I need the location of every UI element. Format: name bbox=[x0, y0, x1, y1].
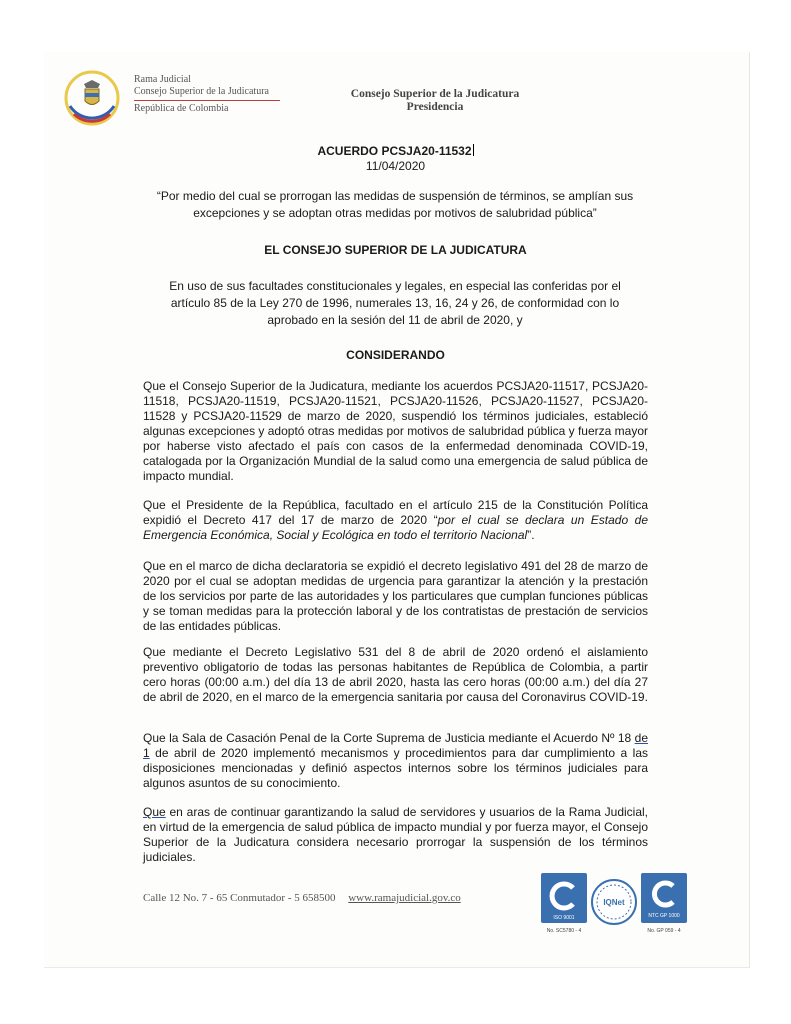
text-cursor bbox=[473, 144, 474, 156]
faculties-paragraph: En uso de sus facultades constitucionales y legales, en especial las conferidas por el artículo 85 de la Ley 270 de 1996, numerales 13, 16, 24 y 26, de conformidad con lo aprobado en la sesión del 11 de abril de 2020, y bbox=[169, 279, 621, 327]
acuerdo-number-line bbox=[0, 144, 791, 159]
footer-address bbox=[143, 892, 461, 904]
council-heading bbox=[305, 88, 565, 114]
iso-9001-certification-icon bbox=[540, 872, 588, 936]
ntc-gp-1000-certification-icon bbox=[640, 872, 688, 936]
paragraph-5-underlined-1: 1 bbox=[143, 746, 150, 760]
paragraph-5-text-b: de abril de 2020 implementó mecanismos y procedimientos para dar cumplimiento a las disposiciones mencionadas y definió aspectos internos sobre los términos judiciales para algunos asuntos de su conocimiento. bbox=[143, 746, 648, 790]
paragraph-5-underlined-de: de bbox=[634, 731, 648, 745]
issuing-body-title: EL CONSEJO SUPERIOR DE LA JUDICATURA bbox=[264, 243, 527, 257]
acuerdo-number: ACUERDO PCSJA20-11532 bbox=[317, 144, 472, 158]
acuerdo-date: 11/04/2020 bbox=[365, 159, 426, 173]
paragraph-6 bbox=[143, 805, 648, 865]
paragraph-6-text: en aras de continuar garantizando la salud de servidores y usuarios de la Rama Judicial, en virtud de la emergencia de salud pública de impacto mundial y por fuerza mayor, el Consejo Superior de la Judicatura considera necesario prorrogar la suspensión de los términos judiciales. bbox=[143, 805, 648, 864]
website-link[interactable]: www.ramajudicial.gov.co bbox=[348, 892, 461, 904]
paragraph-6-underlined-que: Que bbox=[143, 805, 166, 819]
entity-line-3: República de Colombia bbox=[134, 103, 229, 114]
paragraph-2-decree-title: por el cual se declara un Estado de Emergencia Económica, Social y Ecológica en todo el territorio Nacional bbox=[143, 513, 648, 542]
cert-number-iso: No. SC5780 - 4 bbox=[546, 928, 582, 934]
cert-label-ntc: NTC GP 1000 bbox=[648, 913, 680, 919]
paragraph-4: Que mediante el Decreto Legislativo 531 del 8 de abril de 2020 ordenó el aislamiento preventivo obligatorio de todas las personas habitantes de República de Colombia, a partir cero horas (00:00 a.m.) del día 13 de abril 2020, hasta las cero horas (00:00 a.m.) del día 27 de abril de 2020, en el marco de la emergencia sanitaria por causa del Coronavirus COVID-19. bbox=[143, 645, 648, 704]
letterhead bbox=[62, 68, 722, 128]
iqnet-certification-icon bbox=[590, 872, 638, 936]
paragraph-5-text-a: Que la Sala de Casación Penal de la Corte Suprema de Justicia mediante el Acuerdo Nº 18 bbox=[143, 731, 635, 745]
paragraph-5 bbox=[143, 731, 648, 791]
divider bbox=[134, 100, 280, 101]
entity-line-2: Consejo Superior de la Judicatura bbox=[134, 86, 269, 97]
cert-label-iqnet: IQNet bbox=[603, 898, 625, 907]
paragraph-3: Que en el marco de dicha declaratoria se expidió el decreto legislativo 491 del 28 de marzo de 2020 por el cual se adoptan medidas de urgencia para garantizar la atención y la prestación de los servicios por parte de las autoridades y los particulares que cumplan funciones públicas y se toman medidas para la protección laboral y de los contratistas de prestación de servicios de las entidades públicas. bbox=[143, 559, 648, 633]
office-name: Presidencia bbox=[406, 101, 464, 113]
acuerdo-purpose: “Por medio del cual se prorrogan las medidas de suspensión de términos, se amplían sus excepciones y se adoptan otras medidas por motivos de salubridad pública” bbox=[156, 189, 634, 220]
judicial-branch-text bbox=[134, 74, 280, 115]
paragraph-2-text-a: Que el Presidente de la República, facultado en el artículo 215 de la Constitución Política expidió el Decreto 417 del 17 de marzo de 2020 “ bbox=[143, 498, 648, 527]
colombia-coat-of-arms-icon bbox=[62, 68, 122, 128]
paragraph-2-text-b: ”. bbox=[527, 528, 535, 542]
cert-number-ntc: No. GP 059 - 4 bbox=[647, 928, 681, 934]
cert-label-iso: ISO 9001 bbox=[553, 915, 575, 921]
considering-title: CONSIDERANDO bbox=[346, 348, 445, 362]
acuerdo-heading bbox=[0, 144, 791, 174]
paragraph-2 bbox=[143, 498, 648, 543]
council-name: Consejo Superior de la Judicatura bbox=[350, 88, 520, 100]
entity-line-1: Rama Judicial bbox=[134, 74, 191, 85]
paragraph-1: Que el Consejo Superior de la Judicatura, mediante los acuerdos PCSJA20-11517, PCSJA20-11518, PCSJA20-11519, PCSJA20-11521, PCSJA20-11526, PCSJA20-11527, PCSJA20-11528 y PCSJA20-11529 de marzo de 2020, suspendió los términos judiciales, estableció algunas excepciones y adoptó otras medidas por motivos de salubridad pública y fuerza mayor por haberse visto afectado el país con casos de la enfermedad denominada COVID-19, catalogada por la Organización Mundial de la salud como una emergencia de salud pública de impacto mundial. bbox=[143, 379, 648, 483]
address-and-phone: Calle 12 No. 7 - 65 Conmutador - 5 658500 bbox=[143, 892, 336, 904]
